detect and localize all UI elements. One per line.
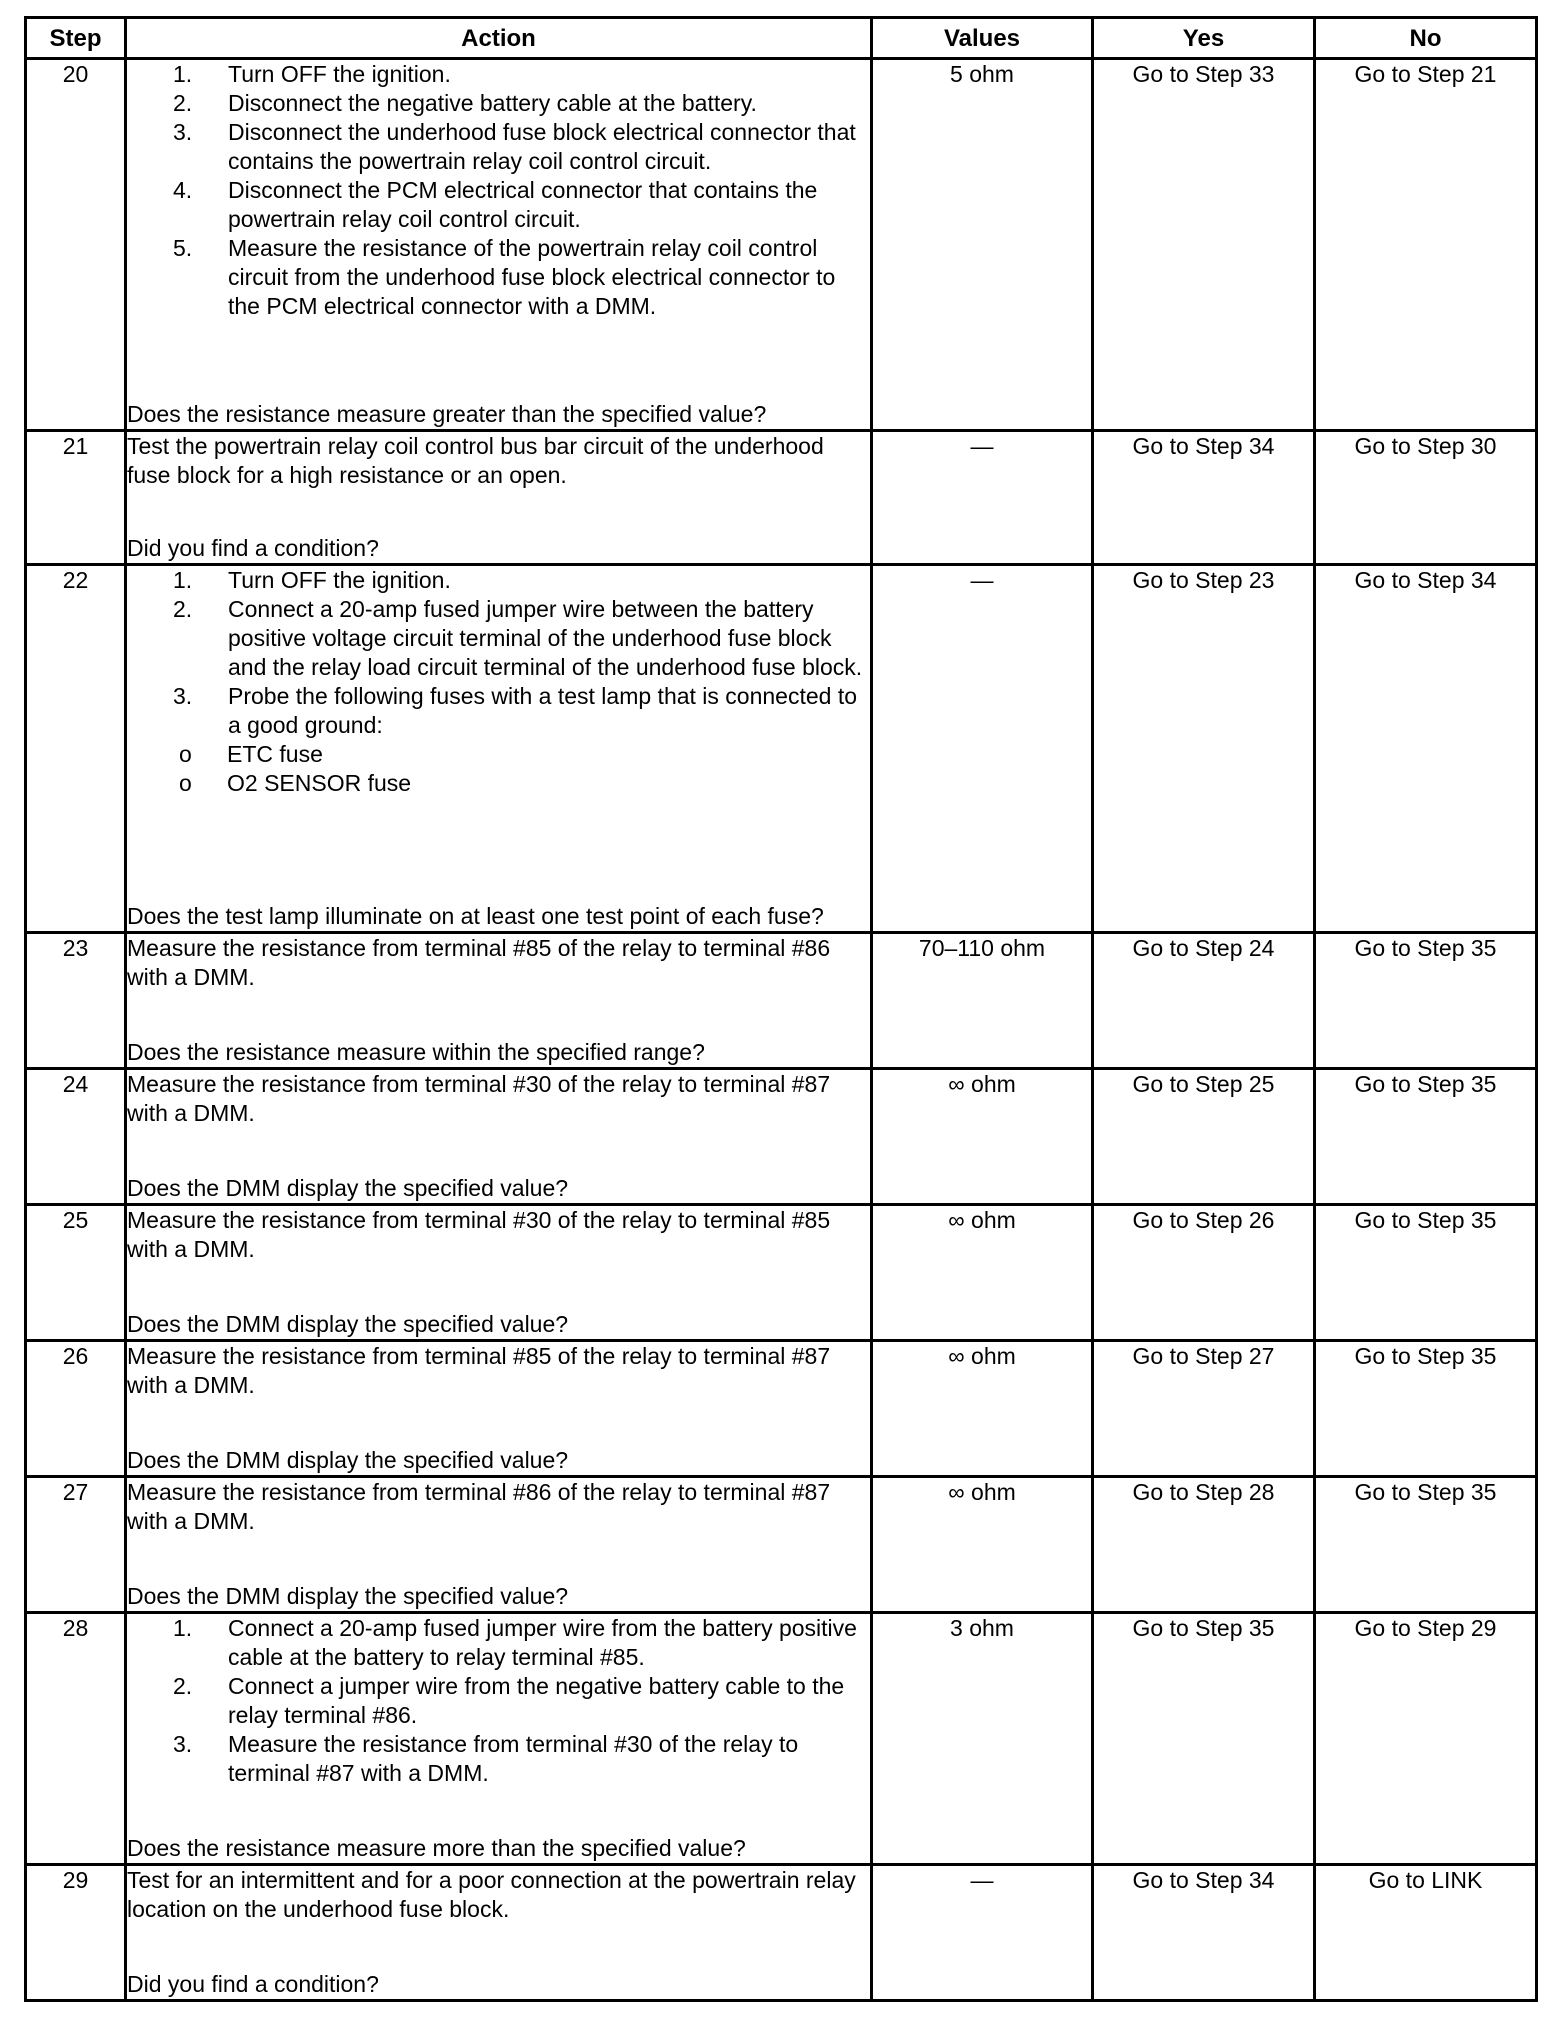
spec-value: 70–110 ohm [872,933,1093,1069]
no-result: Go to Step 35 [1315,1341,1537,1477]
table-row [26,565,1537,933]
action-cell [126,1205,872,1341]
spec-value: ∞ ohm [872,1205,1093,1341]
action-question: Does the resistance measure greater than the specified value? [127,401,767,427]
yes-result: Go to Step 27 [1093,1341,1315,1477]
no-link[interactable]: Go to LINK [1315,1865,1537,2001]
step-number: 25 [26,1205,126,1341]
step-number: 20 [26,59,126,431]
action-cell [126,565,872,933]
yes-result: Go to Step 33 [1093,59,1315,431]
step-number: 26 [26,1341,126,1477]
table-row [26,933,1537,1069]
no-result: Go to Step 35 [1315,933,1537,1069]
table-row [26,1341,1537,1477]
step-number: 21 [26,431,126,565]
step-number: 27 [26,1477,126,1613]
table-row [26,1477,1537,1613]
action-question: Did you find a condition? [127,1971,379,1997]
no-result: Go to Step 29 [1315,1613,1537,1865]
no-result: Go to Step 21 [1315,59,1537,431]
fuse-item: o ETC fuse [179,741,323,767]
action-question: Did you find a condition? [127,535,379,561]
action-step: 3. Probe the following fuses with a test lamp that is connected to a good ground: [173,683,858,738]
table-row [26,1205,1537,1341]
action-text: Measure the resistance from terminal #85 of the relay to terminal #87 with a DMM. [127,1343,831,1398]
no-result: Go to Step 35 [1315,1069,1537,1205]
action-steps [127,1614,870,1788]
yes-result: Go to Step 34 [1093,431,1315,565]
table-row [26,1613,1537,1865]
header-yes: Yes [1093,18,1315,59]
action-step: 1. Turn OFF the ignition. [173,61,451,87]
action-cell [126,431,872,565]
action-step: 4. Disconnect the PCM electrical connector that contains the powertrain relay coil control circuit. [173,177,818,232]
table-row [26,59,1537,431]
step-number: 29 [26,1865,126,2001]
action-cell [126,1865,872,2001]
fuse-list [127,740,870,798]
action-steps [127,566,870,740]
action-cell [126,933,872,1069]
header-row [26,18,1537,59]
no-result: Go to Step 35 [1315,1477,1537,1613]
yes-result: Go to Step 28 [1093,1477,1315,1613]
action-question: Does the DMM display the specified value? [127,1583,569,1609]
action-question: Does the DMM display the specified value? [127,1175,569,1201]
action-question: Does the DMM display the specified value? [127,1447,569,1473]
no-result: Go to Step 35 [1315,1205,1537,1341]
spec-value: — [872,565,1093,933]
action-steps [127,60,870,321]
spec-value: — [872,431,1093,565]
diagnostic-table [24,16,1538,2002]
yes-result: Go to Step 35 [1093,1613,1315,1865]
header-action: Action [126,18,872,59]
spec-value: ∞ ohm [872,1477,1093,1613]
header-step: Step [26,18,126,59]
action-cell [126,1341,872,1477]
header-no: No [1315,18,1537,59]
header-values: Values [872,18,1093,59]
action-text: Measure the resistance from terminal #30 of the relay to terminal #85 with a DMM. [127,1207,831,1262]
action-question: Does the test lamp illuminate on at least one test point of each fuse? [127,903,824,929]
yes-result: Go to Step 23 [1093,565,1315,933]
action-text: Measure the resistance from terminal #85 of the relay to terminal #86 with a DMM. [127,935,831,990]
yes-result: Go to Step 26 [1093,1205,1315,1341]
action-step: 3. Measure the resistance from terminal #30 of the relay to terminal #87 with a DMM. [173,1731,799,1786]
table-row [26,431,1537,565]
action-step: 3. Disconnect the underhood fuse block electrical connector that contains the powertrain relay coil control circuit. [173,119,856,174]
yes-result: Go to Step 24 [1093,933,1315,1069]
action-text: Measure the resistance from terminal #86 of the relay to terminal #87 with a DMM. [127,1479,831,1534]
action-cell [126,1477,872,1613]
action-cell [126,59,872,431]
action-cell [126,1069,872,1205]
table-row [26,1865,1537,2001]
no-result: Go to Step 30 [1315,431,1537,565]
step-number: 24 [26,1069,126,1205]
action-text: Measure the resistance from terminal #30 of the relay to terminal #87 with a DMM. [127,1071,831,1126]
action-step: 1. Turn OFF the ignition. [173,567,451,593]
step-number: 28 [26,1613,126,1865]
spec-value: ∞ ohm [872,1069,1093,1205]
action-step: 5. Measure the resistance of the powertrain relay coil control circuit from the underhood fuse block electrical connector to the PCM electrical connector with a DMM. [173,235,836,319]
action-step: 1. Connect a 20-amp fused jumper wire from the battery positive cable at the battery to relay terminal #85. [173,1615,857,1670]
yes-result: Go to Step 25 [1093,1069,1315,1205]
fuse-item: o O2 SENSOR fuse [179,770,412,796]
spec-value: 3 ohm [872,1613,1093,1865]
spec-value: 5 ohm [872,59,1093,431]
step-number: 23 [26,933,126,1069]
spec-value: ∞ ohm [872,1341,1093,1477]
action-step: 2. Connect a 20-amp fused jumper wire between the battery positive voltage circuit terminal of the underhood fuse block and the relay load circuit terminal of the underhood fuse block. [173,596,863,680]
action-question: Does the resistance measure within the specified range? [127,1039,705,1065]
spec-value: — [872,1865,1093,2001]
action-question: Does the resistance measure more than the specified value? [127,1835,746,1861]
action-question: Does the DMM display the specified value? [127,1311,569,1337]
table-row [26,1069,1537,1205]
action-text: Test the powertrain relay coil control bus bar circuit of the underhood fuse block for a high resistance or an open. [127,433,824,488]
step-number: 22 [26,565,126,933]
no-result: Go to Step 34 [1315,565,1537,933]
action-step: 2. Connect a jumper wire from the negative battery cable to the relay terminal #86. [173,1673,845,1728]
action-step: 2. Disconnect the negative battery cable at the battery. [173,90,757,116]
action-cell [126,1613,872,1865]
yes-result: Go to Step 34 [1093,1865,1315,2001]
action-text: Test for an intermittent and for a poor connection at the powertrain relay location on the underhood fuse block. [127,1867,856,1922]
